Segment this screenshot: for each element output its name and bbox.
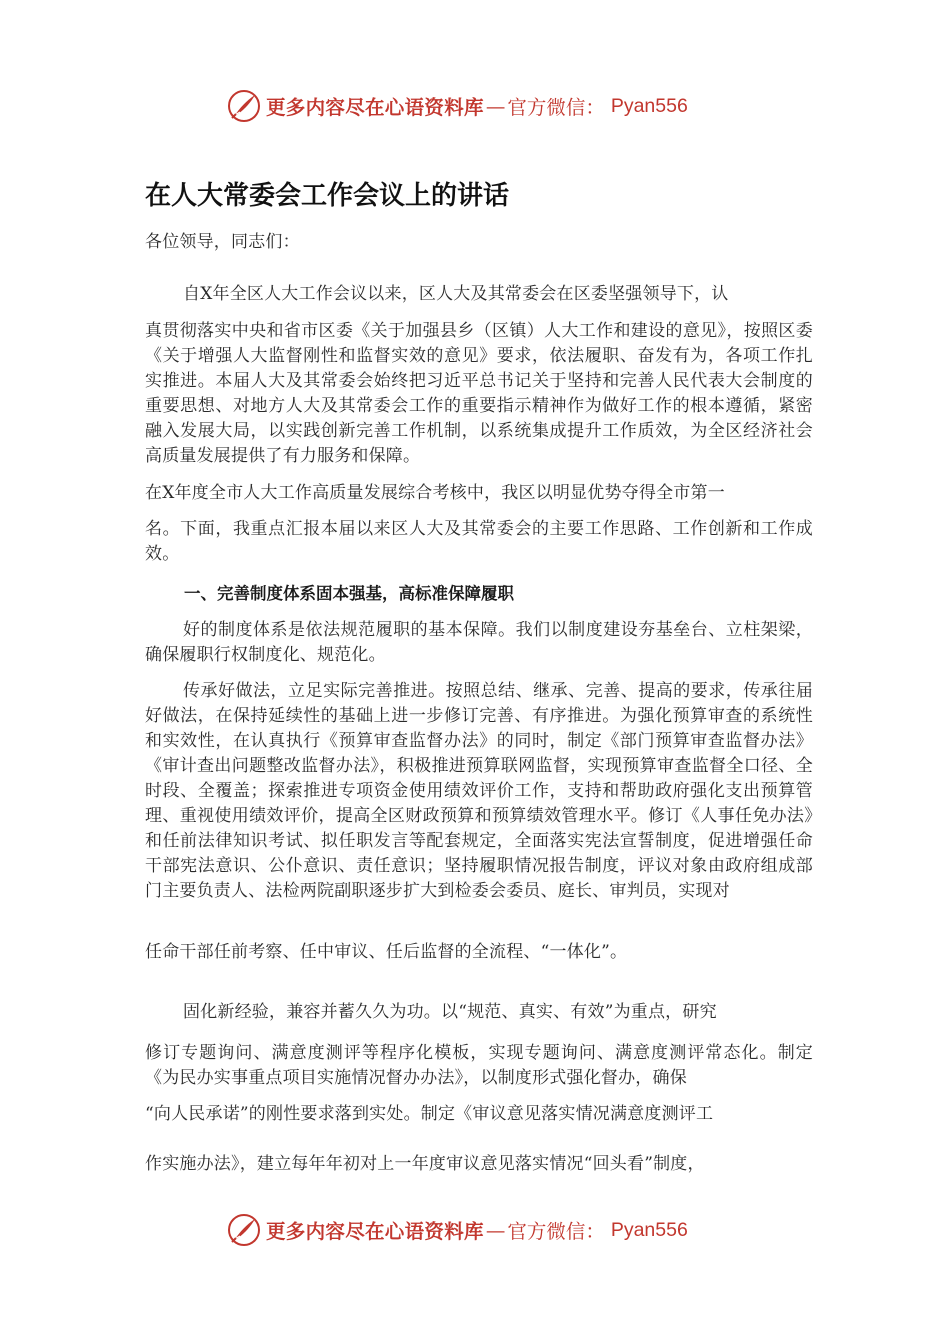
paragraph-3: 在X年度全市人大工作高质量发展综合考核中，我区以明显优势夺得全市第一: [145, 483, 725, 503]
section-heading-1: 一、完善制度体系固本强基，高标准保障履职: [184, 584, 514, 603]
quill-logo-icon: [226, 1212, 262, 1248]
paragraph-4: 名。下面，我重点汇报本届以来区人大及其常委会的主要工作思路、工作创新和工作成效。: [145, 519, 813, 564]
banner-wechat-id: Pyan556: [610, 94, 688, 117]
banner-official-label: 官方微信：: [507, 1220, 605, 1243]
banner-wechat-id: Pyan556: [610, 1218, 688, 1241]
quill-logo-icon: [226, 88, 262, 124]
paragraph-8: 固化新经验，兼容并蓄久久为功。以“规范、真实、有效”为重点，研究: [183, 1002, 717, 1022]
header-banner: [226, 86, 688, 126]
document-title: 在人大常委会工作会议上的讲话: [145, 181, 510, 211]
banner-text: 更多内容尽在心语资料库: [266, 96, 484, 119]
paragraph-10: “向人民承诺”的刚性要求落到实处。制定《审议意见落实情况满意度测评工: [145, 1104, 714, 1124]
paragraph-1: 自X年全区人大工作会议以来，区人大及其常委会在区委坚强领导下，认: [183, 284, 729, 304]
paragraph-2: 真贯彻落实中央和省市区委《关于加强县乡（区镇）人大工作和建设的意见》，按照区委《关于增强人大监督刚性和监督实效的意见》要求，依法履职、奋发有为，各项工作扎实推进。本届人大及其常委会始终把习近平总书记关于坚持和完善人民代表大会制度的重要思想、对地方人大及其常委会工作的重要指示精神作为做好工作的根本遵循，紧密融入发展大局，以实践创新完善工作机制，以系统集成提升工作质效，为全区经济社会高质量发展提供了有力服务和保障。: [145, 321, 813, 466]
paragraph-5: 好的制度体系是依法规范履职的基本保障。我们以制度建设夯基垒台、立柱架梁，确保履职行权制度化、规范化。: [145, 620, 813, 665]
paragraph-7: 任命干部任前考察、任中审议、任后监督的全流程、“一体化”。: [145, 942, 628, 962]
banner-separator: —: [485, 94, 506, 118]
footer-banner: [226, 1210, 688, 1250]
greeting: 各位领导，同志们：: [145, 232, 300, 252]
paragraph-9: 修订专题询问、满意度测评等程序化模板，实现专题询问、满意度测评常态化。制定《为民办实事重点项目实施情况督办办法》，以制度形式强化督办，确保: [145, 1043, 813, 1088]
banner-text: 更多内容尽在心语资料库: [266, 1220, 484, 1243]
banner-official-label: 官方微信：: [507, 96, 605, 119]
paragraph-6: 传承好做法，立足实际完善推进。按照总结、继承、完善、提高的要求，传承往届好做法，在保持延续性的基础上进一步修订完善、有序推进。为强化预算审查的系统性和实效性，在认真执行《预算审查监督办法》的同时，制定《部门预算审查监督办法》《审计查出问题整改监督办法》，积极推进预算联网监督，实现预算审查监督全口径、全时段、全覆盖；探索推进专项资金使用绩效评价工作，支持和帮助政府强化支出预算管理、重视使用绩效评价，提高全区财政预算和预算绩效管理水平。修订《人事任免办法》和任前法律知识考试、拟任职发言等配套规定，全面落实宪法宣誓制度，促进增强任命干部宪法意识、公仆意识、责任意识；坚持履职情况报告制度，评议对象由政府组成部门主要负责人、法检两院副职逐步扩大到检委会委员、庭长、审判员，实现对: [145, 681, 813, 901]
banner-separator: —: [485, 1218, 506, 1242]
paragraph-11: 作实施办法》，建立每年年初对上一年度审议意见落实情况“回头看”制度，: [145, 1154, 705, 1174]
